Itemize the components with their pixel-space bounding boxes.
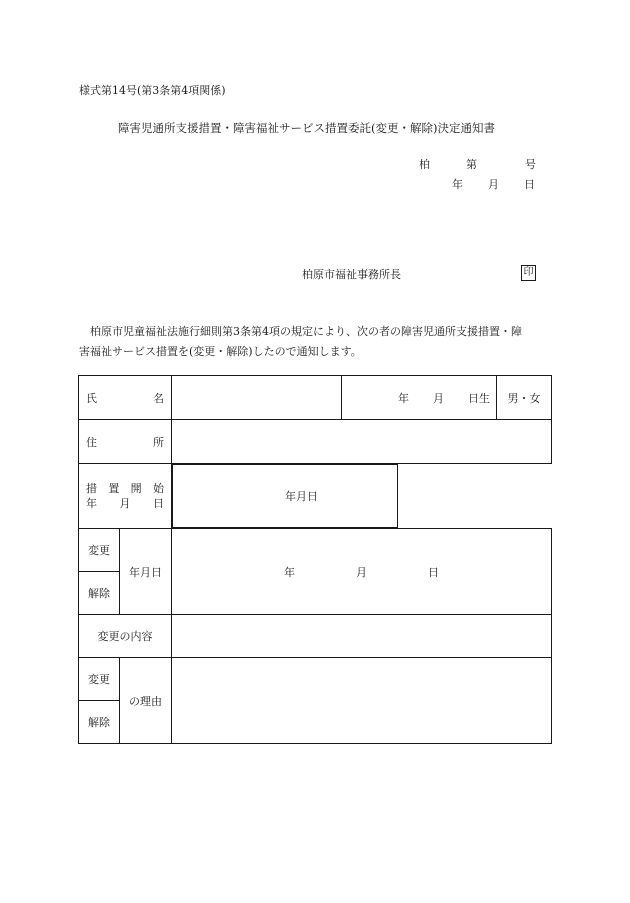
start-month: 月 bbox=[296, 490, 307, 503]
reason-row-1 bbox=[79, 658, 552, 701]
address-label-cell bbox=[79, 420, 172, 464]
notice-body bbox=[79, 322, 559, 362]
cancel-label: 解除 bbox=[79, 572, 120, 615]
reference-dai: 第 bbox=[466, 158, 477, 171]
change-content-field[interactable] bbox=[172, 615, 552, 658]
sex-field[interactable]: 男・女 bbox=[497, 376, 552, 420]
change-month: 月 bbox=[356, 565, 367, 579]
address-row bbox=[79, 420, 552, 464]
start-date-label-cell bbox=[79, 464, 172, 529]
notice-form-table bbox=[78, 375, 552, 744]
birth-day-label: 日生 bbox=[468, 391, 490, 405]
birth-year-label: 年 bbox=[398, 391, 409, 405]
reason-field[interactable] bbox=[172, 658, 552, 744]
change-content-row bbox=[79, 615, 552, 658]
change-day: 日 bbox=[428, 565, 439, 579]
document-title: 障害児通所支援措置・障害福祉サービス措置委託(変更・解除)決定通知書 bbox=[118, 121, 495, 135]
address-label-1: 住 bbox=[86, 435, 97, 449]
birth-date-field[interactable] bbox=[342, 376, 497, 420]
change-year: 年 bbox=[284, 565, 295, 579]
start-label-char-4: 始 bbox=[152, 482, 164, 495]
issue-date-day: 日 bbox=[524, 178, 535, 191]
change-date-row-1 bbox=[79, 529, 552, 572]
issue-date-month: 月 bbox=[488, 178, 499, 191]
start-label-month: 月 bbox=[119, 497, 131, 510]
reason-cancel-label: 解除 bbox=[79, 701, 120, 744]
birth-month-label: 月 bbox=[433, 391, 444, 405]
start-label-year: 年 bbox=[86, 497, 97, 510]
address-field[interactable] bbox=[172, 420, 552, 464]
start-label-char-1: 措 bbox=[86, 482, 97, 495]
name-field[interactable] bbox=[172, 376, 342, 420]
name-label-cell bbox=[79, 376, 172, 420]
start-date-field[interactable] bbox=[172, 464, 398, 528]
reason-label: の理由 bbox=[120, 658, 172, 744]
date-label: 年月日 bbox=[120, 529, 172, 615]
reason-change-label: 変更 bbox=[79, 658, 120, 701]
notice-body-line-2: 害福祉サービス措置を(変更・解除)したので通知します。 bbox=[79, 345, 362, 358]
form-number: 様式第14号(第3条第4項関係) bbox=[79, 84, 226, 97]
start-date-row bbox=[79, 464, 552, 529]
change-label: 変更 bbox=[79, 529, 120, 572]
change-date-field[interactable] bbox=[172, 529, 552, 615]
issue-date-year: 年 bbox=[452, 178, 463, 191]
address-label-2: 所 bbox=[153, 435, 164, 449]
name-label-1: 氏 bbox=[86, 391, 97, 405]
start-day: 日 bbox=[307, 490, 318, 503]
start-year: 年 bbox=[285, 490, 296, 503]
issuer-name: 柏原市福祉事務所長 bbox=[302, 268, 401, 281]
start-label-char-2: 置 bbox=[108, 482, 120, 495]
notice-body-line-1: 柏原市児童福祉法施行細則第3条第4項の規定により、次の者の障害児通所支援措置・障 bbox=[90, 325, 522, 338]
change-content-label: 変更の内容 bbox=[79, 615, 172, 658]
start-label-char-3: 開 bbox=[130, 482, 142, 495]
reference-go: 号 bbox=[525, 158, 536, 171]
reference-prefix: 柏 bbox=[419, 158, 430, 171]
seal-mark: 印 bbox=[521, 265, 536, 281]
name-label-2: 名 bbox=[153, 391, 164, 405]
start-label-day: 日 bbox=[153, 497, 164, 510]
name-row bbox=[79, 376, 552, 420]
